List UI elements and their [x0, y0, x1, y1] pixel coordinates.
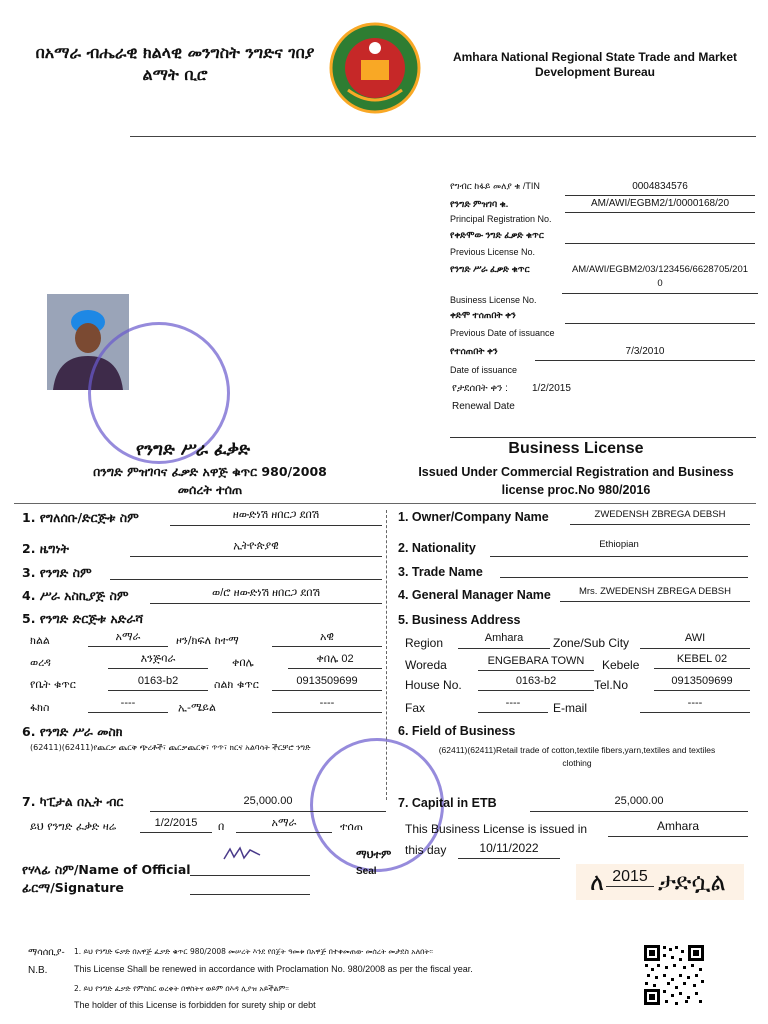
zone-label-en: Zone/Sub City	[553, 636, 630, 650]
this-day-value-en: 10/11/2022	[479, 841, 539, 855]
official-name-label: የሃላፊ ስም/Name of Official	[22, 862, 191, 877]
manager-label-am: 4. ሥራ አስኪያጅ ስም	[22, 588, 129, 603]
region-value-en: Amhara	[484, 632, 524, 644]
note1-am: 1. ይህ የንግድ ፍቃድ በአዋጅ ፈቃድ ቁጥር 980/2008 መሠረት እንደ የበጀት ዓመቱ በአዋጅ በተቀመጠው መሰረት መታደስ አለበት፡፡	[74, 947, 433, 956]
header-divider	[130, 136, 756, 137]
email-value-en: ----	[687, 697, 703, 709]
house-label-am: የቤት ቁጥር	[30, 678, 76, 691]
note-label-am: ማሳሰቢያ-	[28, 947, 65, 958]
kebele-label-am: ቀበሌ	[232, 656, 254, 669]
prev-date-en: Previous Date of issuance	[450, 328, 555, 338]
column-divider	[386, 510, 387, 800]
in-value-am: አማራ	[271, 817, 297, 829]
prev-license-am: የቀድሞው ንግድ ፈቃድ ቁጥር	[450, 230, 544, 240]
fax-value-am: ----	[120, 697, 136, 709]
prev-date-am: ቀድሞ ተሰጠበት ቀን	[450, 310, 516, 320]
woreda-label-am: ወረዳ	[30, 656, 51, 669]
license-no-en: Business License No.	[450, 295, 537, 305]
fax-label-am: ፋክስ	[30, 701, 50, 714]
principal-reg-am: የንግድ ምዝገባ ቁ.	[450, 199, 509, 209]
capital-value-en: 25,000.00	[614, 795, 664, 807]
capital-label-am: 7. ካፒታል በኢት ብር	[22, 794, 124, 809]
kebele-value-am: ቀበሌ 02	[316, 653, 354, 665]
region-label-am: ክልል	[30, 634, 50, 647]
license-no-value: AM/AWI/EGBM2/03/123456/6628705/201	[571, 264, 749, 275]
qr-code	[643, 944, 705, 1006]
given-label-am: ተሰጠ	[340, 820, 364, 833]
renewal-prefix: ለ	[590, 868, 605, 896]
house-label-en: House No.	[405, 678, 462, 692]
owner-label-am: 1. የግለሰቡ/ድርጅቱ ስም	[22, 510, 139, 525]
official-signature	[222, 845, 262, 863]
amharic-bureau-title: በአማራ ብሔራዊ ክልላዊ መንግስት ንግድና ገበያ ልማት ቢሮ	[35, 43, 315, 84]
renewal-year: 2015	[606, 868, 654, 887]
fax-value-en: ----	[505, 697, 521, 709]
woreda-value-am: እንጅባራ	[140, 653, 176, 665]
renewal-date-am: የታደሰበት ቀን :	[452, 383, 508, 394]
region-label-en: Region	[405, 636, 444, 650]
renewal-suffix: ታድሷል	[658, 868, 726, 896]
email-value-am: ----	[319, 697, 335, 709]
owner-value-en: ZWEDENSH ZBREGA DEBSH	[594, 509, 726, 520]
section-divider	[14, 503, 756, 504]
tin-label: የግብር ከፋይ መለያ ቁ /TIN	[450, 181, 540, 191]
fax-label-en: Fax	[405, 701, 426, 715]
this-day-label-en: this day	[405, 843, 447, 857]
woreda-label-en: Woreda	[405, 658, 447, 672]
nationality-value-en: Ethiopian	[599, 539, 639, 550]
manager-label-en: 4. General Manager Name	[398, 588, 551, 602]
signature-label: ፊርማ/Signature	[22, 880, 124, 895]
issued-on-value-am: 1/2/2015	[154, 817, 198, 829]
english-license-title: Business License	[508, 440, 644, 457]
field-label-en: 6. Field of Business	[398, 724, 516, 738]
house-value-am: 0163-b2	[137, 675, 179, 687]
tel-value-en: 0913509699	[671, 675, 733, 687]
owner-label-en: 1. Owner/Company Name	[398, 510, 549, 524]
field-value-en: (62411)(62411)Retail trade of cotton,textile fibers,yarn,textiles and textiles	[438, 745, 716, 755]
note1-en: This License Shall be renewed in accordance with Proclamation No. 980/2008 as per the fiscal year.	[74, 964, 473, 974]
seal-label-en: Seal	[356, 866, 377, 877]
in-label-am: በ	[218, 820, 225, 833]
renewal-stamp-box	[576, 864, 744, 900]
owner-value-am: ዘውድነሽ ዘበርጋ ደበሽ	[232, 509, 320, 521]
kebele-value-en: KEBEL 02	[676, 653, 728, 665]
note2-am: 2. ይህ የንግድ ፈቃድ የምስክር ወረቀት በዋስትና ወይም በእዳ ሊያዝ አይችልም፡፡	[74, 984, 289, 993]
woreda-value-en: ENGEBARA TOWN	[487, 655, 585, 667]
issue-date-value: 7/3/2010	[625, 346, 665, 357]
zone-value-en: AWI	[684, 632, 706, 644]
tin-value: 0004834576	[632, 181, 688, 192]
renewal-date-en: Renewal Date	[452, 401, 515, 412]
nationality-value-am: ኢትዮጵያዊ	[233, 540, 279, 552]
principal-reg-en: Principal Registration No.	[450, 214, 552, 224]
english-license-subtitle-2: license proc.No 980/2016	[501, 483, 651, 497]
prev-license-en: Previous License No.	[450, 247, 536, 257]
field-value-am: (62411)(62411)የጨርቃ ጨርቅ ጭረቶች፣ ጨርቃጨርቅ፣ ጥጥ፣ ክርና አልባሳት ችርቻሮ ንግድ	[30, 743, 311, 752]
bureau-emblem	[328, 20, 422, 116]
english-license-subtitle-1: Issued Under Commercial Registration and Business	[418, 465, 734, 479]
region-value-am: አማራ	[115, 631, 141, 643]
nationality-label-am: 2. ዜግነት	[22, 541, 69, 556]
manager-value-am: ወ/ሮ ዘውድነሽ ዘበርጋ ደበሽ	[212, 587, 320, 599]
amharic-license-subtitle-1: በንግድ ምዝገባና ፈቃድ አዋጅ ቁጥር 980/2008	[93, 464, 327, 479]
trade-name-label-en: 3. Trade Name	[398, 565, 483, 579]
amharic-license-title: የንግድ ሥራ ፈቃድ	[135, 440, 251, 460]
principal-reg-value: AM/AWI/EGBM2/1/0000168/20	[590, 198, 730, 209]
field-value-en-cont: clothing	[562, 758, 592, 768]
capital-label-en: 7. Capital in ETB	[398, 796, 497, 810]
tel-label-en: Tel.No	[594, 678, 629, 692]
issue-date-en: Date of issuance	[450, 365, 518, 375]
zone-value-am: አዊ	[319, 631, 334, 643]
seal-label-am: ማህተም	[356, 848, 392, 861]
email-label-en: E-mail	[553, 701, 588, 715]
issued-on-label-am: ይህ የንግድ ፈቃድ ዛሬ	[30, 820, 117, 833]
issued-in-label-en: This Business License is issued in	[405, 822, 588, 836]
address-label-am: 5. የንግድ ድርጅቱ አድራሻ	[22, 611, 144, 626]
house-value-en: 0163-b2	[515, 675, 557, 687]
kebele-label-en: Kebele	[602, 658, 640, 672]
zone-label-am: ዞን/ክፍለ ከተማ	[176, 634, 239, 647]
capital-value-am: 25,000.00	[243, 795, 293, 807]
phone-label-am: ስልክ ቁጥር	[214, 678, 259, 691]
email-label-am: ኢ-ሜይል	[178, 701, 216, 714]
amharic-license-subtitle-2: መሰረት ተሰጠ	[177, 482, 243, 497]
note-label-en: N.B.	[28, 965, 48, 976]
nationality-label-en: 2. Nationality	[398, 541, 476, 555]
issued-in-value-en: Amhara	[656, 819, 700, 833]
trade-name-label-am: 3. የንግድ ስም	[22, 565, 92, 580]
english-bureau-title: Amhara National Regional State Trade and Market Development Bureau	[452, 50, 738, 79]
note2-en: The holder of this License is forbidden for surety ship or debt	[74, 1000, 316, 1010]
manager-value-en: Mrs. ZWEDENSH ZBREGA DEBSH	[578, 586, 731, 597]
license-no-value-cont: 0	[657, 278, 663, 289]
address-label-en: 5. Business Address	[398, 613, 521, 627]
renewal-date-value: 1/2/2015	[532, 383, 571, 394]
phone-value-am: 0913509699	[296, 675, 358, 687]
field-label-am: 6. የንግድ ሥራ መስክ	[22, 724, 123, 739]
issue-date-am: የተሰጠበት ቀን	[450, 346, 498, 356]
license-no-am: የንግድ ሥራ ፈቃድ ቁጥር	[450, 264, 530, 274]
